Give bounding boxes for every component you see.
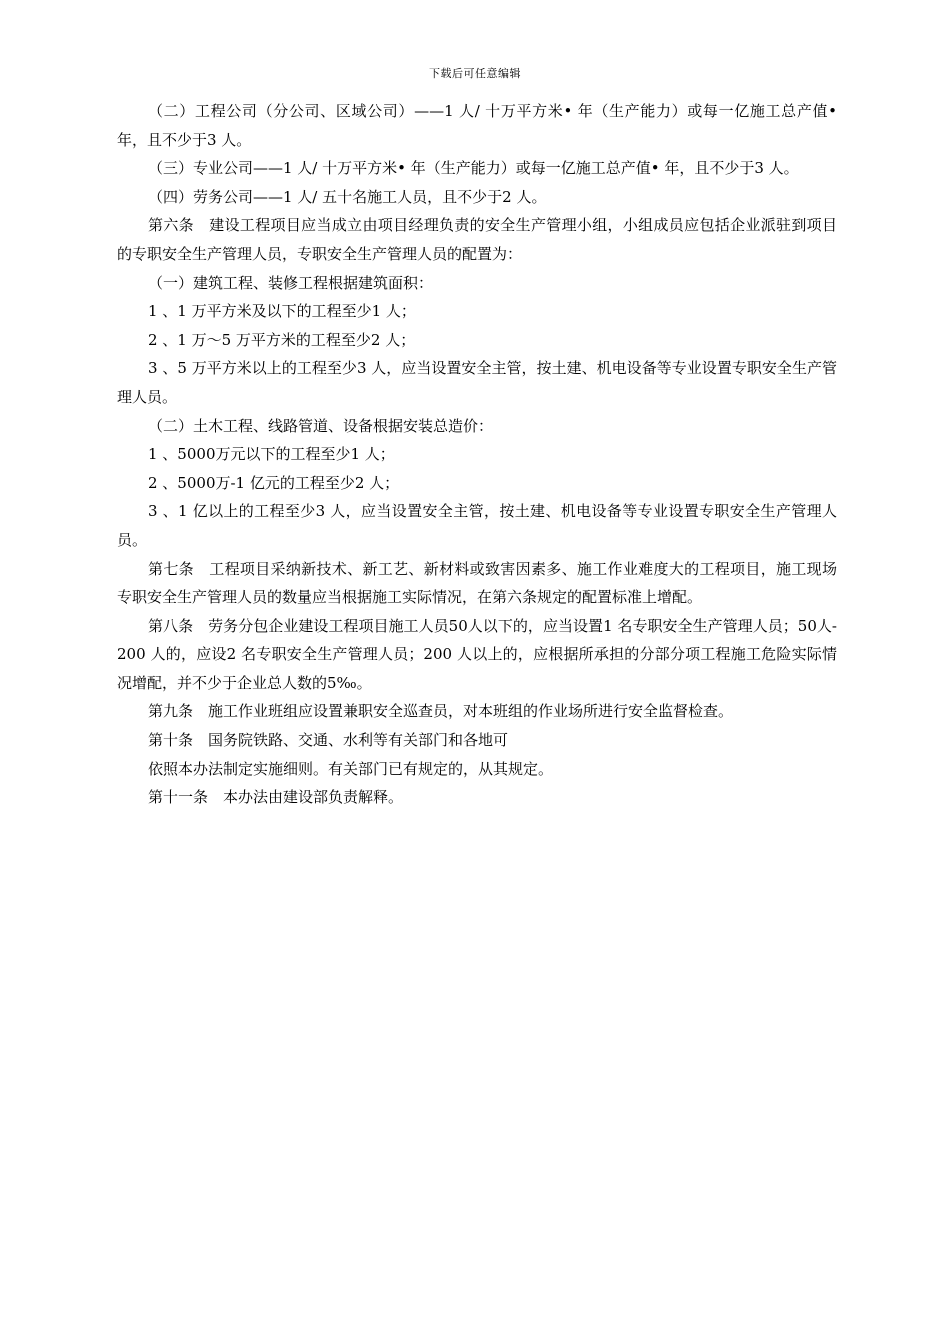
paragraph-specialty-company: （三）专业公司——1 人/ 十万平方米• 年（生产能力）或每一亿施工总产值• 年，且不少于3 人。 [148, 159, 799, 178]
paragraph-building-item-3: 3 、5 万平方米以上的工程至少3 人，应当设置安全主管，按土建、机电设备等专业设置专职安全生产管理人员。 [117, 359, 837, 406]
paragraph-article-9: 第九条 施工作业班组应设置兼职安全巡查员，对本班组的作业场所进行安全监督检查。 [148, 702, 734, 721]
paragraph-building-item-1: 1 、1 万平方米及以下的工程至少1 人； [148, 302, 416, 321]
paragraph-article-10: 第十条 国务院铁路、交通、水利等有关部门和各地可 [148, 731, 509, 750]
paragraph-labor-company: （四）劳务公司——1 人/ 五十名施工人员，且不少于2 人。 [148, 187, 547, 206]
page-header: 下载后可任意编辑 [429, 67, 521, 80]
paragraph-article-10-continued: 依照本办法制定实施细则。有关部门已有规定的，从其规定。 [148, 759, 554, 778]
paragraph-article-8: 第八条 劳务分包企业建设工程项目施工人员50人以下的，应当设置1 名专职安全生产管理人员；50人-200 人的，应设2 名专职安全生产管理人员；200 人以上的，应根据所承担的分部分项工程施工危险实际情况增配，并不少于企业总人数的5‰。 [117, 616, 837, 692]
paragraph-civil-works-heading: （二）土木工程、线路管道、设备根据安装总造价： [148, 416, 494, 435]
paragraph-article-6: 第六条 建设工程项目应当成立由项目经理负责的安全生产管理小组，小组成员应包括企业派驻到项目的专职安全生产管理人员，专职安全生产管理人员的配置为： [117, 216, 837, 263]
paragraph-engineering-company: （二）工程公司（分公司、区域公司）——1 人/ 十万平方米• 年（生产能力）或每一亿施工总产值• 年，且不少于3 人。 [117, 102, 837, 149]
paragraph-civil-item-1: 1 、5000万元以下的工程至少1 人； [148, 445, 395, 464]
paragraph-building-works-heading: （一）建筑工程、装修工程根据建筑面积： [148, 273, 434, 292]
paragraph-article-7: 第七条 工程项目采纳新技术、新工艺、新材料或致害因素多、施工作业难度大的工程项目，施工现场专职安全生产管理人员的数量应当根据施工实际情况，在第六条规定的配置标准上增配。 [117, 559, 837, 607]
paragraph-civil-item-3: 3 、1 亿以上的工程至少3 人，应当设置安全主管，按土建、机电设备等专业设置专职安全生产管理人员。 [117, 502, 837, 549]
document-body [117, 97, 837, 812]
paragraph-civil-item-2: 2 、5000万-1 亿元的工程至少2 人； [148, 473, 400, 492]
paragraph-article-11: 第十一条 本办法由建设部负责解释。 [148, 788, 404, 807]
paragraph-building-item-2: 2 、1 万～5 万平方米的工程至少2 人； [148, 330, 416, 349]
